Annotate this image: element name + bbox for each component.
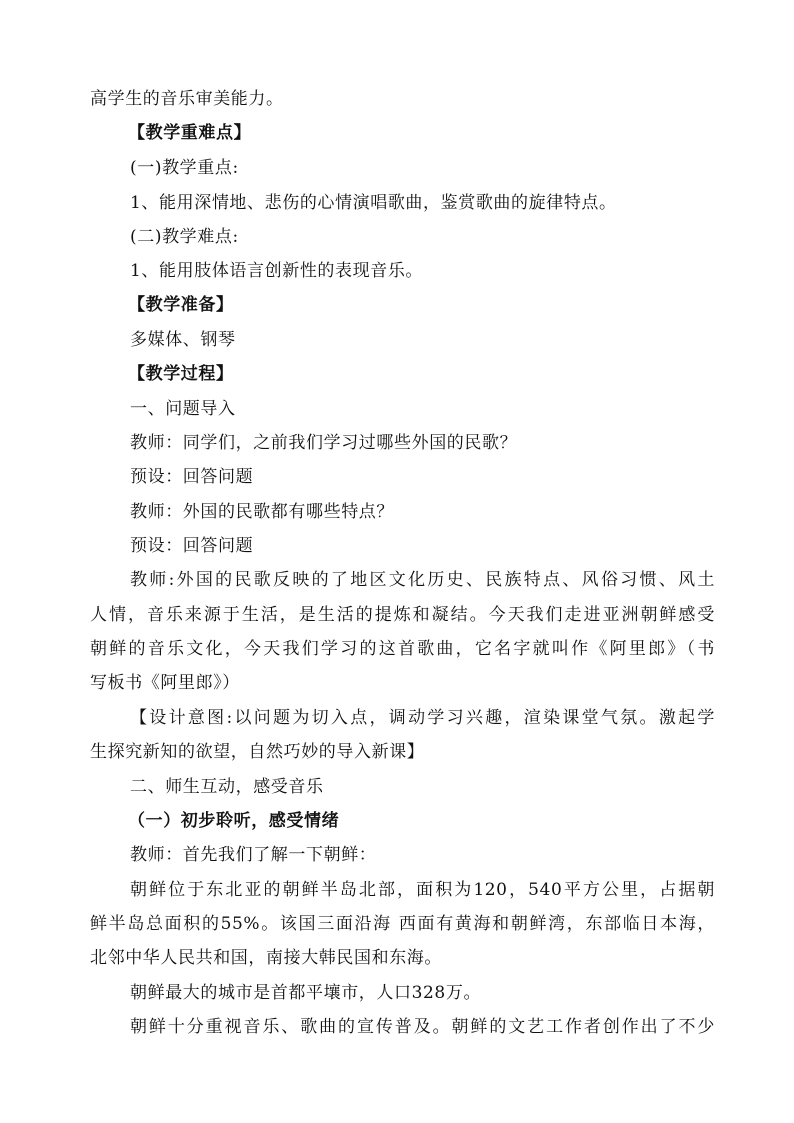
text-line-11: 教师：同学们，之前我们学习过哪些外国的民歌？ [130,433,518,453]
text-line-8: 多媒体、钢琴 [130,330,236,350]
section-heading-process: 【教学过程】 [128,364,234,384]
subheading-difficulties: (二)教学难点: [130,227,239,247]
text-line-28: 朝鲜十分重视音乐、歌曲的宣传普及。朝鲜的文艺工作者创作出了不少 [130,1017,715,1037]
text-line-6: 1、能用肢体语言创新性的表现音乐。 [130,261,424,281]
subheading-intro: 一、问题导入 [130,399,236,419]
text-line-13: 教师：外国的民歌都有哪些特点？ [130,502,394,522]
section-heading-preparation: 【教学准备】 [128,295,234,315]
text-line-12: 预设：回答问题 [130,467,254,487]
text-line-26: 北邻中华人民共和国，南接大韩民国和东海。 [90,948,442,968]
text-line-14: 预设：回答问题 [130,536,254,556]
text-line-1: 高学生的音乐审美能力。 [90,89,284,109]
text-line-24: 朝鲜位于东北亚的朝鲜半岛北部，面积为120，540平方公里，占据朝 [130,880,715,900]
text-line-17: 朝鲜的音乐文化，今天我们学习的这首歌曲，它名字就叫作《阿里郎》（书 [90,639,715,659]
subheading-key-points: (一)教学重点: [130,158,239,178]
text-line-16: 人情，音乐来源于生活，是生活的提炼和凝结。今天我们走进亚洲朝鲜感受 [90,605,715,625]
text-line-23: 教师：首先我们了解一下朝鲜： [130,845,377,865]
text-line-18: 写板书《阿里郎》） [90,673,240,693]
subheading-interaction: 二、师生互动，感受音乐 [130,777,324,797]
text-line-27: 朝鲜最大的城市是首都平壤市，人口328万。 [130,983,482,1003]
text-line-15: 教师:外国的民歌反映的了地区文化历史、民族特点、风俗习惯、风土 [130,570,715,590]
text-line-4: 1、能用深情地、悲伤的心情演唱歌曲，鉴赏歌曲的旋律特点。 [130,193,617,213]
section-heading-key-points: 【教学重难点】 [128,123,252,143]
text-line-25: 鲜半岛总面积的55%。该国三面沿海 西面有黄海和朝鲜湾，东部临日本海， [90,914,715,934]
section-heading-first-listen: （一）初步聆听，感受情绪 [128,811,340,831]
design-intent-line-1: 【设计意图:以问题为切入点，调动学习兴趣，渲染课堂气氛。激起学 [130,708,715,728]
design-intent-line-2: 生探究新知的欲望，自然巧妙的导入新课】 [90,742,425,762]
